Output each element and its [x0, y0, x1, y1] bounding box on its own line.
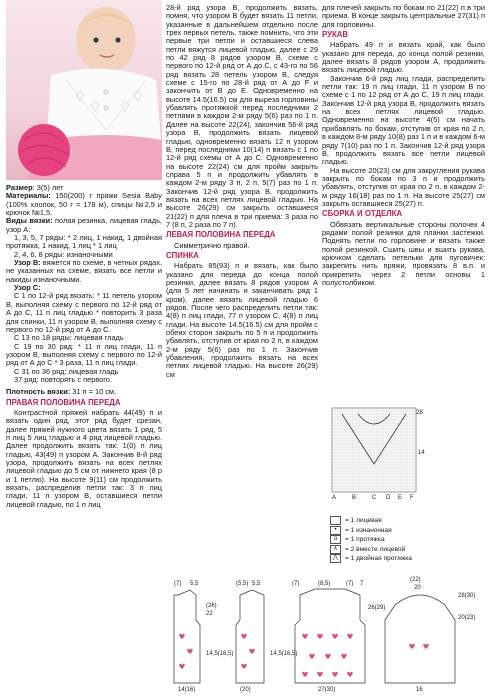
materials-label: Материалы:	[6, 191, 51, 201]
dim-front-top3: (5,5)	[236, 581, 249, 587]
heart-motif-icon	[332, 672, 337, 677]
types-text: полая резинка, лицевая гладь, узор А:	[6, 216, 162, 234]
legend-yarnover-symbol: o	[330, 535, 341, 544]
sleeve-text1: Набрать 49 п и вязать край, как было указано для переда, до конца полой резинки, далее вязать 8 рядов узором А, продолжить вязать лицевой гладью.	[322, 40, 485, 75]
heart-motif-icon	[187, 649, 192, 654]
column-2	[166, 4, 318, 379]
dim-sl-top2: 20	[414, 585, 421, 591]
pattern-b-label: Узор В:	[14, 258, 41, 268]
sleeve-title: РУКАВ	[322, 30, 348, 40]
heart-motif-icon	[347, 672, 352, 677]
legend-row	[330, 554, 480, 564]
legend-k2tog-symbol: ∧	[330, 545, 341, 554]
dim-back-top2: (8,5)	[318, 581, 331, 587]
back-text: Набрать 85(93) п и вязать, как было указано для переда до конца полой резинки, далее вязать 8 рядов узором А (для 5 лет начинать и заканчивать ряд 1 кром), далее вязать лицевой гладью 6 рядов. После чего распределить петли так: 4(8) п лиц глади, 77 п узором С, 4(8) п лиц глади. На высоте 14.5(16.5) см для пройм с обеих сторон закрыть по 5 п и продолжить убавлять, отступив от края по 2 п, в каждом 2-м ряду 5(6) раз по 1 п. Закончив убавления, продолжить вязать на всех петлях лицевой гладью. На высоте 26(29) см	[166, 261, 318, 379]
legend-knit-symbol	[330, 516, 341, 525]
col3-text1: для плечей закрыть по бокам по 21(22) п в три приема. В конце закрыть центральные 27(31) п для горловины.	[322, 3, 485, 29]
pattern-c-5: 37 ряд: повторять с первого.	[14, 374, 112, 384]
heart-motif-icon	[332, 634, 337, 639]
heart-motif-icon	[179, 664, 184, 669]
materials-text: 150(200) г пряжи Sesia Baby (100% хлопок, 50 г = 178 м), спицы №2,5 и крючок №1,5.	[6, 191, 162, 218]
heart-motif-icon	[179, 634, 184, 639]
pattern-c-1: С 1 по 12-й ряд вязать: * 11 петель узором В, выполняя схему с первого по 12-й ряд от А до С, 11 п лиц гладью * повторить 3 раза для спинки, 11 п узором В, выполняя схему с первого по 12-й ряд от А до С.	[6, 291, 162, 334]
heart-motif-icon	[341, 654, 346, 659]
chart-grid	[332, 408, 416, 492]
pattern-c-label: Узор С:	[14, 283, 41, 293]
pattern-c-3: С 19 по 30 ряд: * 11 п лиц глади, 11 п узором В, выполняя схему с первого по 12-й ряд от А до С * 3 раза, 11 п лиц глади.	[6, 341, 162, 368]
size-text: : 3(5) лет	[32, 183, 64, 192]
dim-h3: 14,5(16,5)	[206, 651, 234, 657]
heart-motif-icon	[241, 664, 246, 669]
legend-row	[330, 545, 480, 555]
size-label: Размер	[6, 183, 33, 192]
garment-schematics	[170, 575, 488, 693]
knitting-chart	[322, 404, 428, 500]
heart-motif-icon	[241, 634, 246, 639]
legend-label: = 1 лицевая	[345, 517, 382, 524]
chart-label-a: А	[332, 495, 337, 500]
dim-w2: (20)	[240, 687, 251, 693]
heart-motif-icon	[423, 644, 428, 649]
sleeve-text2: Закончив 6-й ряд лиц глади, распределить петли так: 19 п лиц глади, 11 п узором В по схеме с 1 по 12 ряд от А до С, 19 п лиц глади. Закончив 12-й ряд узора В, продолжить вязать на всех петлях лицевой гладью. Одновременно на высоте 4(5) см начать прибавлять по бокам, отступив от края по 2 п, в каждом 8-м ряду 10(8) раз 1 п и в каждом 6-м ряду 7(10) раз по 1 п. Закончив 12-й ряд узора В, продолжить вязать все петли лицевой гладью.	[322, 73, 485, 167]
col2-text1: 28-й ряд узора В, продолжить вязать, помня, что узором В будет вязать 11 петли, указанные в дальнейшем отдельно после трех первых петель, также помнить, что эти первые три петли и оставшиеся слева петли вяжутся лицевой гладью, далее с 29 по 42 ряд 8 рядов узором В, схеме с первого по 12-й ряд от А до С, с 43-го по 56 ряд вязать 28 петель узором В, следуя схеме с 15-го по 28-й ряд от А до F и закончить от В до Е. Одновременно на высоте 14.5(16.5) см для выреза горловины убавлять протяжкой перед последними 2 петлями в каждом 2-м ряду 5(6) раз по 1 п. Далее на высоте 22(24), закончив 56-й ряд узора В, продолжить вязать лицевой гладью, одновременно вязать 12 п узором В, перед последними 10(14) п вязать с 1 по 12-й ряд схемы от А до С. Одновременно на высоте 22(24) см для пройм закрыть справа 5 п и продолжить убавлять в каждом 2-м ряду 3 п, 2 п, 5(7) раз по 1 п. Закончив 12-й ряд узора В, продолжить вязать на всех петлях лицевой гладью. На высоте 26(29) см закрыть оставшиеся 21(22) п для плеча в три приема: 3 раза по 7 (8 п, 2 раза по 7 п).	[166, 3, 318, 229]
left-front-text: Симметрично правой.	[174, 240, 250, 250]
legend-row	[330, 535, 480, 545]
chart-label-28: 28	[416, 410, 423, 416]
dim-front-top4: 5,5	[252, 581, 261, 587]
legend-row	[330, 526, 480, 536]
legend-label: = 1 двойная протяжка	[345, 555, 412, 562]
legend-label: = 2 вместе лицевой	[345, 545, 406, 553]
column-3	[322, 4, 485, 287]
chart-label-14: 14	[418, 450, 425, 456]
dim-sl-top: (22)	[410, 577, 421, 583]
heart-motif-icon	[325, 654, 330, 659]
chart-label-c: С	[372, 495, 377, 500]
dim-h2: (26)	[206, 603, 217, 609]
legend-label: = 1 протяжка	[345, 536, 385, 543]
density-label: Плотность вязки:	[6, 387, 71, 397]
pattern-b-text: вяжется по схеме, в четных рядах, не указанных на схеме, вязать все петли и накиды изнаночными.	[6, 258, 162, 284]
heart-motif-icon	[347, 634, 352, 639]
sleeve-text3: На высоте 20(23) см для закругления рукава закрыть по бокам по 3 п и продолжить убавлять, отступив от края по 2 п, в каждом 2-м ряду 16(18) раз по 1 п. На высоте 25(27) см закрыть оставшиеся 25(27) п.	[322, 165, 485, 208]
chart-label-b: В	[352, 495, 357, 500]
photo-illustration	[6, 0, 162, 180]
column-1	[6, 184, 162, 509]
heart-motif-icon	[249, 649, 254, 654]
dim-back-h: 26(29)	[368, 605, 386, 611]
dim-h1: 22	[206, 611, 213, 617]
product-photo	[6, 0, 162, 180]
dim-back-h2: 14,5(16,5)	[270, 651, 298, 657]
legend-row	[330, 516, 480, 526]
heart-motif-icon	[317, 672, 322, 677]
back-title: СПИНКА	[166, 250, 199, 260]
pattern-c-4: С 31 по 36 ряд: лицевая гладь	[14, 366, 119, 376]
legend-label: = 1 изнаночная	[345, 526, 392, 534]
chart-legend	[330, 516, 480, 564]
pattern-a-rows2: 2, 4, 6, 8 ряды: изнаночными	[14, 249, 113, 259]
density-text: 31 п = 10 см.	[72, 387, 117, 397]
dim-sl-w: 16	[416, 687, 423, 693]
schematic-left-front	[236, 590, 264, 683]
legend-purl-symbol: •	[330, 526, 341, 535]
schematic-right-front	[174, 590, 200, 683]
chart-label-d: D	[386, 495, 391, 500]
schematic-sleeve	[385, 595, 455, 683]
dim-sl-h1: 28(30)	[458, 593, 476, 599]
chart-label-e: Е	[398, 495, 403, 500]
heart-motif-icon	[317, 634, 322, 639]
dim-back-top1: (7)	[292, 581, 300, 587]
dim-w1: 14(16)	[178, 687, 196, 693]
legend-double-symbol: ⋀	[330, 554, 341, 563]
heart-motif-icon	[302, 672, 307, 677]
dim-sl-h2: 20(23)	[458, 615, 476, 621]
pattern-c-2: С 13 по 18 ряды: лицевая гладь	[14, 333, 124, 343]
assembly-text: Обвязать вертикальные стороны полочек 4 рядами полой резинки для планки застежки. Поднять петли по горловине и вязать также полой резинкой. Сшить швы и вшить рукава, крючком сделать петельки для пуговичек: закрепить нить пряжи, провязать 8 в.п. и прикрепить через 2 петли основы 1 полустолбиком.	[322, 219, 485, 287]
dim-back-top4: 7	[360, 581, 364, 587]
left-front-title: ЛЕВАЯ ПОЛОВИНА ПЕРЕДА	[166, 230, 276, 240]
heart-motif-icon	[409, 644, 414, 649]
dim-front-top: (7)	[174, 581, 182, 587]
dim-front-top2: 5,5	[190, 581, 199, 587]
assembly-title: СБОРКА И ОТДЕЛКА	[322, 209, 403, 219]
right-front-title: ПРАВАЯ ПОЛОВИНА ПЕРЕДА	[6, 397, 121, 407]
dim-back-top3: (7)	[346, 581, 354, 587]
types-label: Виды вязки:	[6, 216, 53, 226]
right-front-text: Контрастной пряжей набрать 44(49) п и вязать один ряд, этот ряд будет срезан, далее пряжей нужного цвета вязать 1 ряд, 5 п лиц 5 лиц гладью и 4 ряд лицевой гладью. Далее продолжить вязать так: 1(0) п лиц гладью, 43(49) п узором А. Закончив 8-й ряд узора, продолжить вязать на всех петлях лицевой гладью до 5 см от нижнего края (8 р и 1 петлю). На высоте 9(11) см продолжить вязать, распределив петли так: 3 п лиц глади, 11 п узором В, оставшиеся петли лицевой гладью, по 1 п лиц	[6, 407, 162, 509]
dim-back-w: 27(30)	[318, 687, 336, 693]
pattern-a-rows: 1, 3, 5, 7 ряды: * 2 лиц, 1 накид, 1 двойная протяжка, 1 накид, 1 лиц * 1 лиц	[6, 233, 162, 251]
chart-label-f: F	[410, 495, 414, 500]
heart-motif-icon	[309, 654, 314, 659]
heart-motif-icon	[302, 634, 307, 639]
